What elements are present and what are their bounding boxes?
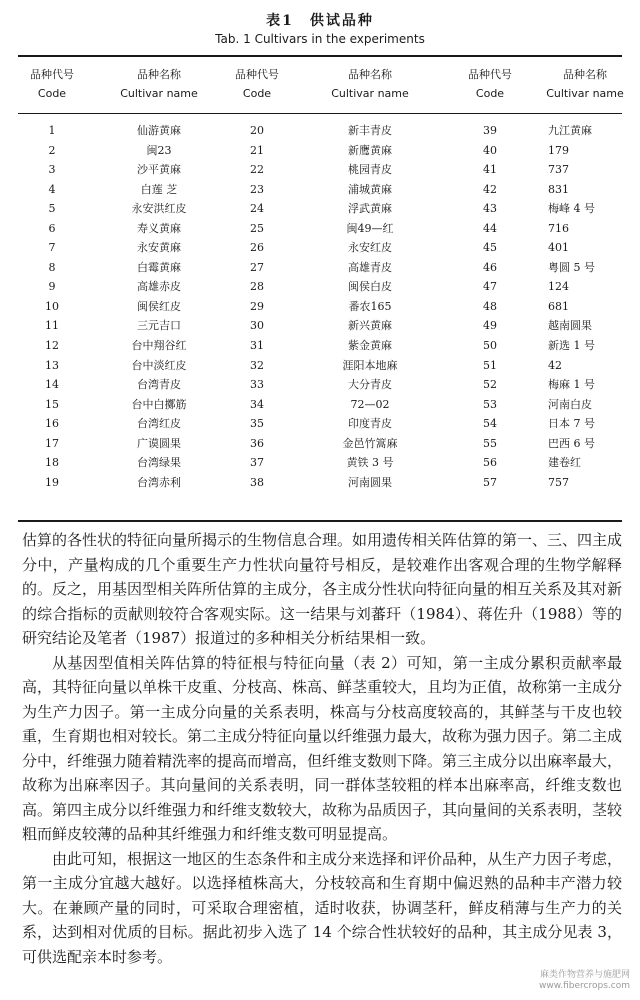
cultivar-code-cell: 9 [48, 280, 56, 294]
cultivar-code-cell: 49 [483, 319, 497, 333]
table-row [0, 141, 640, 161]
cultivar-name-cell: 高雄赤皮 [137, 280, 181, 294]
cultivar-code-cell: 2 [48, 143, 56, 157]
table-row [0, 453, 640, 473]
header-name-col2 [320, 65, 420, 103]
cultivar-name-cell: 越南圆果 [548, 319, 592, 333]
table-bottom-rule [18, 520, 622, 522]
cultivar-name-cell: 印度青皮 [348, 417, 392, 431]
cultivar-code-cell: 42 [483, 182, 497, 196]
cultivar-name-cell: 台中淡红皮 [131, 358, 187, 372]
cultivar-code-cell: 1 [48, 124, 56, 137]
table-row [0, 160, 640, 180]
cultivar-name-cell: 闽侯红皮 [137, 299, 181, 313]
cultivar-name-cell: 台湾红皮 [137, 417, 181, 431]
watermark [539, 970, 630, 992]
header-name-col3 [540, 65, 630, 103]
header-code-en: Code [242, 87, 272, 100]
table-row [0, 219, 640, 239]
cultivar-code-cell: 34 [250, 397, 264, 411]
cultivar-code-cell: 15 [45, 397, 59, 411]
article-body [22, 528, 622, 969]
cultivar-name-cell: 永安红皮 [348, 241, 392, 255]
cultivar-code-cell: 39 [483, 124, 497, 137]
cultivar-code-cell: 35 [250, 417, 264, 431]
cultivar-code-cell: 23 [250, 182, 264, 196]
cultivar-name-cell: 浦城黄麻 [348, 182, 392, 196]
cultivar-name-cell: 三元吉口 [137, 319, 181, 333]
cultivar-name-cell: 建卷红 [548, 456, 581, 470]
cultivar-code-cell: 53 [483, 397, 497, 411]
cultivar-code-cell: 6 [48, 221, 56, 235]
table-row [0, 473, 640, 493]
cultivar-code-cell: 44 [483, 221, 497, 235]
cultivar-name-cell: 白霉黄麻 [137, 260, 181, 274]
header-name-en: Cultivar name [120, 87, 198, 100]
cultivar-code-cell: 55 [483, 436, 497, 450]
cultivar-code-cell: 12 [45, 339, 59, 353]
table-body [0, 121, 640, 492]
cultivar-code-cell: 31 [250, 339, 264, 353]
cultivar-code-cell: 32 [250, 358, 264, 372]
cultivar-name-cell: 沙平黄麻 [137, 163, 181, 177]
header-name-en: Cultivar name [546, 87, 624, 100]
table-title-en: Tab. 1 Cultivars in the experiments [215, 32, 425, 46]
table-row [0, 297, 640, 317]
cultivar-name-cell: 台中白擲筋 [131, 397, 187, 411]
cultivar-code-cell: 41 [483, 163, 497, 177]
cultivar-name-cell: 永安洪红皮 [131, 202, 187, 216]
header-code-col2 [235, 65, 279, 103]
table-row [0, 414, 640, 434]
table-row [0, 238, 640, 258]
cultivar-code-cell: 10 [45, 299, 59, 313]
cultivar-code-cell: 17 [45, 436, 59, 450]
cultivar-code-cell: 30 [250, 319, 264, 333]
cultivar-name-cell: 台湾青皮 [137, 378, 181, 392]
cultivar-code-cell: 20 [250, 124, 264, 137]
table-header-rule [18, 113, 622, 114]
cultivar-name-cell: 梅麻 1 号 [548, 378, 595, 392]
cultivar-name-cell: 番农165 [348, 299, 392, 313]
cultivar-code-cell: 21 [250, 143, 264, 157]
cultivar-code-cell: 46 [483, 260, 497, 274]
cultivar-code-cell: 26 [250, 241, 264, 255]
header-code-col1 [30, 65, 74, 103]
watermark-line-1: 麻类作物营养与施肥网 [539, 970, 630, 980]
cultivar-code-cell: 11 [45, 319, 59, 333]
cultivar-name-cell: 河南圆果 [348, 475, 392, 489]
cultivar-code-cell: 24 [250, 202, 264, 216]
paragraph-3: 由此可知，根据这一地区的生态条件和主成分来选择和评价品种，从生产力因子考虑，第一主成分宜越大越好。以选择植株高大，分枝较高和生育期中偏迟熟的品种丰产潜力较大。在兼顾产量的同时，可采取合理密植，适时收获，协调茎秆，鲜皮稍薄与生产力的关系，达到相对优质的目标。据此初步入选了 14 个综合性状较好的品种，其主成分见表 3，可供选配亲本时参考。 [22, 849, 623, 966]
cultivar-code-cell: 57 [483, 475, 497, 489]
cultivar-name-cell: 紫金黄麻 [348, 339, 392, 353]
cultivar-code-cell: 22 [250, 163, 264, 177]
cultivar-code-cell: 38 [250, 475, 264, 489]
cultivar-name-cell: 新兴黄麻 [348, 319, 392, 333]
header-name-en: Cultivar name [331, 87, 409, 100]
cultivar-name-cell: 高雄青皮 [348, 260, 392, 274]
table-row [0, 356, 640, 376]
cultivar-name-cell: 台湾绿果 [137, 456, 181, 470]
cultivar-name-cell: 涯阳本地麻 [342, 358, 398, 372]
header-name-col1 [109, 65, 209, 103]
paragraph-2: 从基因型值相关阵估算的特征根与特征向量（表 2）可知，第一主成分累积贡献率最高，其特征向量以单株干皮重、分枝高、株高、鲜茎重较大，且均为正值，故称第一主成分为生产力因子。第一主成分向量的关系表明，株高与分枝高度较高的，其鲜茎与干皮也较重，生育期也相对较长。第二主成分特征向量以纤维强力最大，故称为强力因子。第二主成分中，纤维强力随着精洗率的提高而增高，但纤维支数则下降。第三主成分以出麻率最大，故称为出麻率因子。其向量间的关系表明，同一群体茎较粗的样本出麻率高，纤维支数也高。第四主成分以纤维强力和纤维支数较大，故称为品质因子，其向量间的关系表明，茎较粗而鲜皮较薄的品种其纤维强力和纤维支数可明显提高。 [22, 653, 623, 843]
cultivar-code-cell: 4 [48, 182, 56, 196]
cultivar-code-cell: 19 [45, 475, 59, 489]
cultivar-code-cell: 3 [48, 163, 56, 177]
cultivar-name-cell: 179 [548, 143, 569, 157]
cultivar-name-cell: 闽侯白皮 [348, 280, 392, 294]
cultivar-name-cell: 401 [548, 241, 569, 255]
cultivar-name-cell: 巴西 6 号 [548, 436, 595, 450]
table-row [0, 336, 640, 356]
cultivar-code-cell: 37 [250, 456, 264, 470]
cultivar-name-cell: 梅峰 4 号 [548, 202, 595, 216]
cultivar-code-cell: 52 [483, 378, 497, 392]
cultivar-name-cell: 大分青皮 [348, 378, 392, 392]
cultivar-name-cell: 124 [548, 280, 569, 294]
paragraph-1: 估算的各性状的特征向量所揭示的生物信息合理。如用遗传相关阵估算的第一、三、四主成分中，产量构成的几个重要生产力性状向量符号相反，是较难作出客观合理的生物学解释的。反之，用基因型相关阵所估算的主成分，各主成分性状向特征向量的相互关系及其对新的综合指标的贡献则较符合客观实际。这一结果与刘蕃玕（1984）、蒋佐升（1988）等的研究结论及笔者（1987）报道过的多种相关分析结果相一致。 [22, 531, 623, 647]
cultivar-code-cell: 29 [250, 299, 264, 313]
cultivar-name-cell: 日本 7 号 [548, 417, 595, 431]
header-code-en: Code [475, 87, 505, 100]
cultivar-code-cell: 43 [483, 202, 497, 216]
cultivar-code-cell: 54 [483, 417, 497, 431]
cultivar-name-cell: 闽23 [146, 143, 172, 157]
table-row [0, 316, 640, 336]
cultivar-code-cell: 7 [48, 241, 56, 255]
cultivar-code-cell: 5 [48, 202, 56, 216]
cultivar-code-cell: 47 [483, 280, 497, 294]
cultivar-name-cell: 黄铁 3 号 [346, 456, 394, 470]
cultivar-name-cell: 白莲 芝 [140, 182, 178, 196]
cultivar-name-cell: 42 [548, 358, 562, 372]
cultivar-name-cell: 金邑竹篙麻 [342, 436, 398, 450]
cultivar-name-cell: 广谟圆果 [137, 436, 181, 450]
cultivar-name-cell: 831 [548, 182, 569, 196]
cultivar-name-cell: 716 [548, 221, 569, 235]
cultivar-code-cell: 36 [250, 436, 264, 450]
cultivar-code-cell: 48 [483, 299, 497, 313]
cultivar-code-cell: 13 [45, 358, 59, 372]
cultivar-code-cell: 28 [250, 280, 264, 294]
table-row [0, 395, 640, 415]
cultivar-name-cell: 九江黄麻 [548, 124, 592, 137]
cultivar-code-cell: 27 [250, 260, 264, 274]
table-row [0, 258, 640, 278]
cultivar-code-cell: 40 [483, 143, 497, 157]
watermark-line-2: www.fibercrops.com [539, 981, 630, 991]
cultivar-code-cell: 50 [483, 339, 497, 353]
header-name-zh: 品种名称 [137, 68, 181, 81]
table-row [0, 121, 640, 141]
cultivar-name-cell: 浮武黄麻 [348, 202, 392, 216]
header-name-zh: 品种名称 [563, 68, 607, 81]
table-top-rule [18, 55, 622, 57]
cultivar-name-cell: 桃园青皮 [348, 163, 392, 177]
table-row [0, 375, 640, 395]
cultivar-name-cell: 新选 1 号 [548, 339, 595, 353]
cultivar-name-cell: 新鹰黄麻 [348, 143, 392, 157]
cultivar-code-cell: 56 [483, 456, 497, 470]
cultivar-name-cell: 河南白皮 [548, 397, 592, 411]
table-row [0, 199, 640, 219]
cultivar-code-cell: 45 [483, 241, 497, 255]
cultivar-code-cell: 18 [45, 456, 59, 470]
cultivar-name-cell: 永安黄麻 [137, 241, 181, 255]
cultivar-name-cell: 757 [548, 475, 569, 489]
cultivar-name-cell: 台湾赤利 [137, 475, 181, 489]
header-code-zh: 品种代号 [30, 68, 74, 81]
cultivar-name-cell: 737 [548, 163, 569, 177]
cultivar-name-cell: 台中翔谷红 [131, 339, 187, 353]
header-code-en: Code [37, 87, 67, 100]
cultivar-code-cell: 16 [45, 417, 59, 431]
header-code-zh: 品种代号 [468, 68, 512, 81]
cultivar-name-cell: 新丰青皮 [348, 124, 392, 137]
cultivar-name-cell: 681 [548, 299, 569, 313]
table-row [0, 277, 640, 297]
cultivar-code-cell: 8 [48, 260, 56, 274]
header-code-col3 [465, 65, 515, 103]
header-code-zh: 品种代号 [235, 68, 279, 81]
table-row [0, 180, 640, 200]
cultivar-code-cell: 51 [483, 358, 497, 372]
header-name-zh: 品种名称 [348, 68, 392, 81]
cultivar-name-cell: 闽49—红 [346, 221, 394, 235]
cultivar-code-cell: 25 [250, 221, 264, 235]
cultivar-name-cell: 仙游黄麻 [137, 124, 181, 137]
cultivar-code-cell: 14 [45, 378, 59, 392]
table-title-zh: 表1 供试品种 [266, 13, 374, 29]
cultivar-name-cell: 粤圆 5 号 [548, 260, 595, 274]
cultivar-code-cell: 33 [250, 378, 264, 392]
cultivar-name-cell: 寿义黄麻 [137, 221, 181, 235]
table-row [0, 434, 640, 454]
cultivar-name-cell: 72—02 [350, 397, 390, 411]
